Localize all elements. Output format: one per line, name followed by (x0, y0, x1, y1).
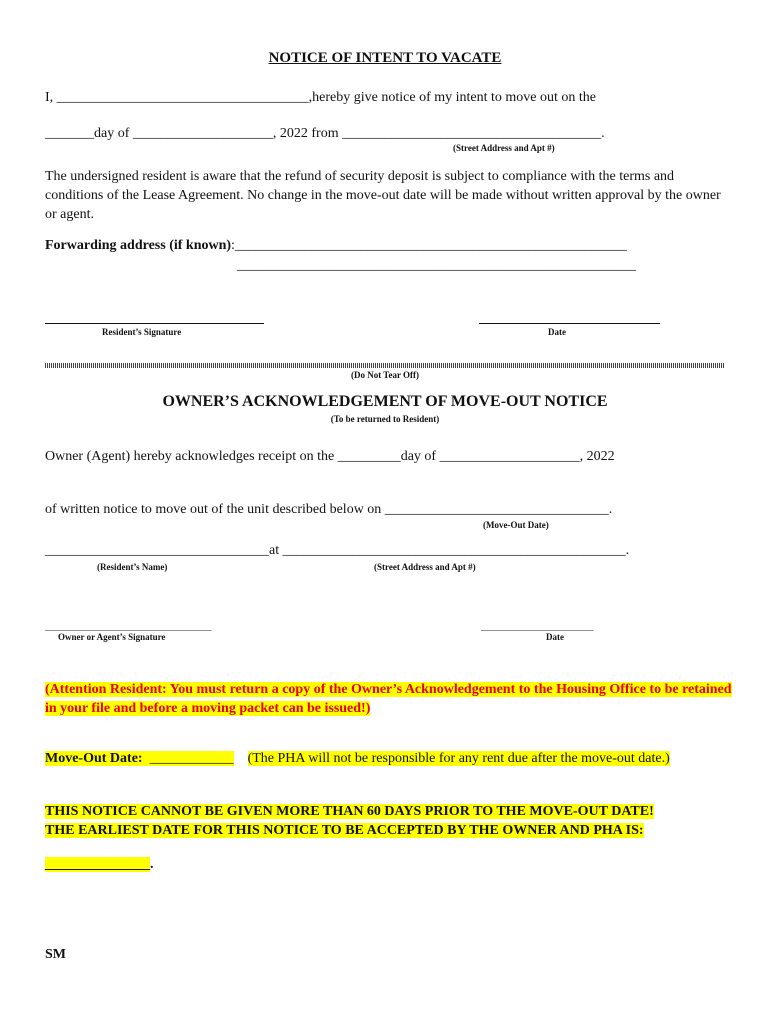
tear-line (45, 363, 725, 368)
date-label: Date (548, 327, 566, 337)
owner-signature-label: Owner or Agent’s Signature (58, 632, 166, 642)
move-out-date-row (45, 751, 670, 767)
owner-signature-line: _____________________________________ (45, 622, 212, 632)
receipt-line: Owner (Agent) hereby acknowledges receipt on the _________day of ____________________, 2022 (45, 449, 615, 464)
residents-name-label: (Resident’s Name) (97, 562, 168, 572)
move-out-line: of written notice to move out of the unit described below on ________________________________. (45, 502, 613, 517)
move-out-date-label-2: Move-Out Date: (45, 751, 143, 766)
acknowledgement-subtitle: (To be returned to Resident) (330, 414, 440, 424)
forwarding-address-line-2: _________________________________________________________ (237, 258, 636, 273)
forwarding-address-line: :________________________________________________________ (231, 238, 627, 253)
resident-signature-label: Resident’s Signature (102, 327, 182, 337)
warning-line-2 (45, 823, 644, 839)
deposit-paragraph: The undersigned resident is aware that the refund of security deposit is subject to compliance with the terms and conditions of the Lease Agreement. No change in the move-out date will be made without written approval by the owner or agent. (45, 169, 721, 222)
move-out-date-field (45, 751, 234, 766)
street-address-label: (Street Address and Apt #) (453, 143, 555, 153)
acknowledgement-title: OWNER’S ACKNOWLEDGEMENT OF MOVE-OUT NOTICE (162, 393, 608, 410)
footer-initials: SM (45, 947, 66, 962)
earliest-date-field (45, 857, 154, 873)
warning-text-2: THE EARLIEST DATE FOR THIS NOTICE TO BE ACCEPTED BY THE OWNER AND PHA IS: (45, 823, 644, 838)
notice-title: NOTICE OF INTENT TO VACATE (268, 50, 502, 66)
warning-line-1 (45, 804, 654, 820)
earliest-date-period: . (150, 857, 154, 872)
owner-date-line: _________________________ (481, 622, 594, 632)
owner-date-label: Date (546, 632, 564, 642)
forwarding-address-label: Forwarding address (if known) (45, 238, 232, 253)
intent-line: I, ____________________________________,hereby give notice of my intent to move out on the (45, 90, 596, 105)
date-address-line: _______day of ____________________, 2022 from _____________________________________. (45, 126, 605, 141)
resident-address-line: ________________________________at _________________________________________________. (45, 543, 630, 558)
street-address-label-2: (Street Address and Apt #) (374, 562, 476, 572)
date-signature-line (479, 323, 660, 324)
attention-text: (Attention Resident: You must return a copy of the Owner’s Acknowledgement to the Housing Office to be retained in your file and before a moving packet can be issued!) (45, 682, 732, 716)
pha-note: (The PHA will not be responsible for any rent due after the move-out date.) (247, 751, 670, 766)
resident-signature-line (45, 323, 264, 324)
move-out-date-blank: ____________ (149, 751, 234, 766)
forwarding-address-row (45, 238, 627, 254)
do-not-tear-label: (Do Not Tear Off) (350, 370, 420, 380)
attention-notice (45, 680, 735, 718)
warning-text-1: THIS NOTICE CANNOT BE GIVEN MORE THAN 60 DAYS PRIOR TO THE MOVE-OUT DATE! (45, 804, 654, 819)
earliest-date-blank: _______________ (45, 857, 150, 872)
move-out-date-label: (Move-Out Date) (483, 520, 549, 530)
